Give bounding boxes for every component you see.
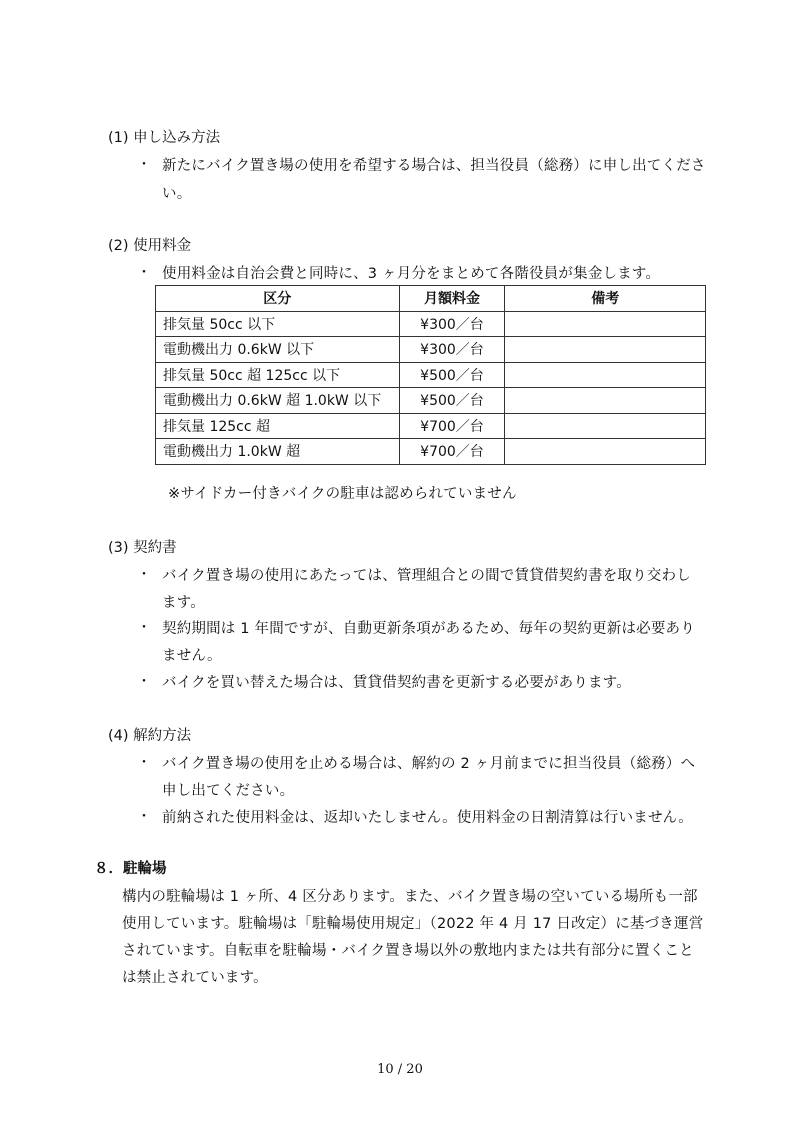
category-cell: 電動機出力 0.6kW 以下 xyxy=(156,337,400,363)
s8-paragraph-line1: 構内の駐輪場は 1 ヶ所、4 区分あります。また、バイク置き場の空いている場所も一部 xyxy=(122,889,698,905)
category-cell: 排気量 125cc 超 xyxy=(156,413,400,439)
fee-cell: ¥300／台 xyxy=(399,311,505,337)
table-row xyxy=(156,439,706,465)
s2-bullet1-line1: 使用料金は自治会費と同時に、3 ヶ月分をまとめて各階役員が集金します。 xyxy=(162,266,661,282)
s1-bullet1-line1: 新たにバイク置き場の使用を希望する場合は、担当役員（総務）に申し出てくださ xyxy=(162,158,706,174)
column-header: 備考 xyxy=(505,286,706,312)
table-header-row xyxy=(156,286,706,312)
bullet-marker: ・ xyxy=(137,620,151,636)
remarks-cell xyxy=(505,413,706,439)
bullet-marker: ・ xyxy=(137,157,151,173)
remarks-cell xyxy=(505,311,706,337)
remarks-cell xyxy=(505,337,706,363)
category-cell: 排気量 50cc 超 125cc 以下 xyxy=(156,362,400,388)
section-3-heading: (3) 契約書 xyxy=(108,540,177,556)
bullet-marker: ・ xyxy=(137,755,151,771)
fee-cell: ¥700／台 xyxy=(399,439,505,465)
bullet-marker: ・ xyxy=(137,809,151,825)
s3-bullet2-line1: 契約期間は 1 年間ですが、自動更新条項があるため、毎年の契約更新は必要あり xyxy=(162,621,695,637)
remarks-cell xyxy=(505,388,706,414)
bullet-marker: ・ xyxy=(137,265,151,281)
table-row xyxy=(156,362,706,388)
s3-bullet2-line2: ません。 xyxy=(162,648,222,664)
s8-paragraph-line3: されています。自転車を駐輪場・バイク置き場以外の敷地内または共有部分に置くこと xyxy=(122,943,694,959)
table-row xyxy=(156,311,706,337)
section-1-heading: (1) 申し込み方法 xyxy=(108,130,221,146)
section-2-heading: (2) 使用料金 xyxy=(108,238,192,254)
table-row xyxy=(156,413,706,439)
section-8-heading: ８．駐輪場 xyxy=(94,861,167,877)
s3-bullet1-line2: ます。 xyxy=(162,595,205,611)
column-header: 区分 xyxy=(156,286,400,312)
section-4-heading: (4) 解約方法 xyxy=(108,728,192,744)
s8-paragraph-line2: 使用しています。駐輪場は「駐輪場使用規定」（2022 年 4 月 17 日改定）に基づき運営 xyxy=(122,916,704,932)
bullet-marker: ・ xyxy=(137,567,151,583)
fee-cell: ¥500／台 xyxy=(399,388,505,414)
category-cell: 電動機出力 0.6kW 超 1.0kW 以下 xyxy=(156,388,400,414)
page-number: 10 / 20 xyxy=(377,1062,423,1077)
table-row xyxy=(156,388,706,414)
s4-bullet1-line2: 申し出てください。 xyxy=(162,783,295,799)
s4-bullet1-line1: バイク置き場の使用を止める場合は、解約の 2 ヶ月前までに担当役員（総務）へ xyxy=(162,756,696,772)
s4-bullet2-line1: 前納された使用料金は、返却いたしません。使用料金の日割清算は行いません。 xyxy=(162,810,693,826)
sidecar-note: ※サイドカー付きバイクの駐車は認められていません xyxy=(168,486,517,502)
bullet-marker: ・ xyxy=(137,674,151,690)
fee-cell: ¥300／台 xyxy=(399,337,505,363)
fee-cell: ¥700／台 xyxy=(399,413,505,439)
column-header: 月額料金 xyxy=(399,286,505,312)
s1-bullet1-line2: い。 xyxy=(162,186,192,202)
s3-bullet3-line1: バイクを買い替えた場合は、賃貸借契約書を更新する必要があります。 xyxy=(162,675,631,691)
category-cell: 電動機出力 1.0kW 超 xyxy=(156,439,400,465)
s8-paragraph-line4: は禁止されています。 xyxy=(122,970,268,986)
fee-cell: ¥500／台 xyxy=(399,362,505,388)
table-row xyxy=(156,337,706,363)
category-cell: 排気量 50cc 以下 xyxy=(156,311,400,337)
remarks-cell xyxy=(505,439,706,465)
remarks-cell xyxy=(505,362,706,388)
s3-bullet1-line1: バイク置き場の使用にあたっては、管理組合との間で賃貸借契約書を取り交わし xyxy=(162,568,691,584)
fee-table xyxy=(155,285,706,465)
